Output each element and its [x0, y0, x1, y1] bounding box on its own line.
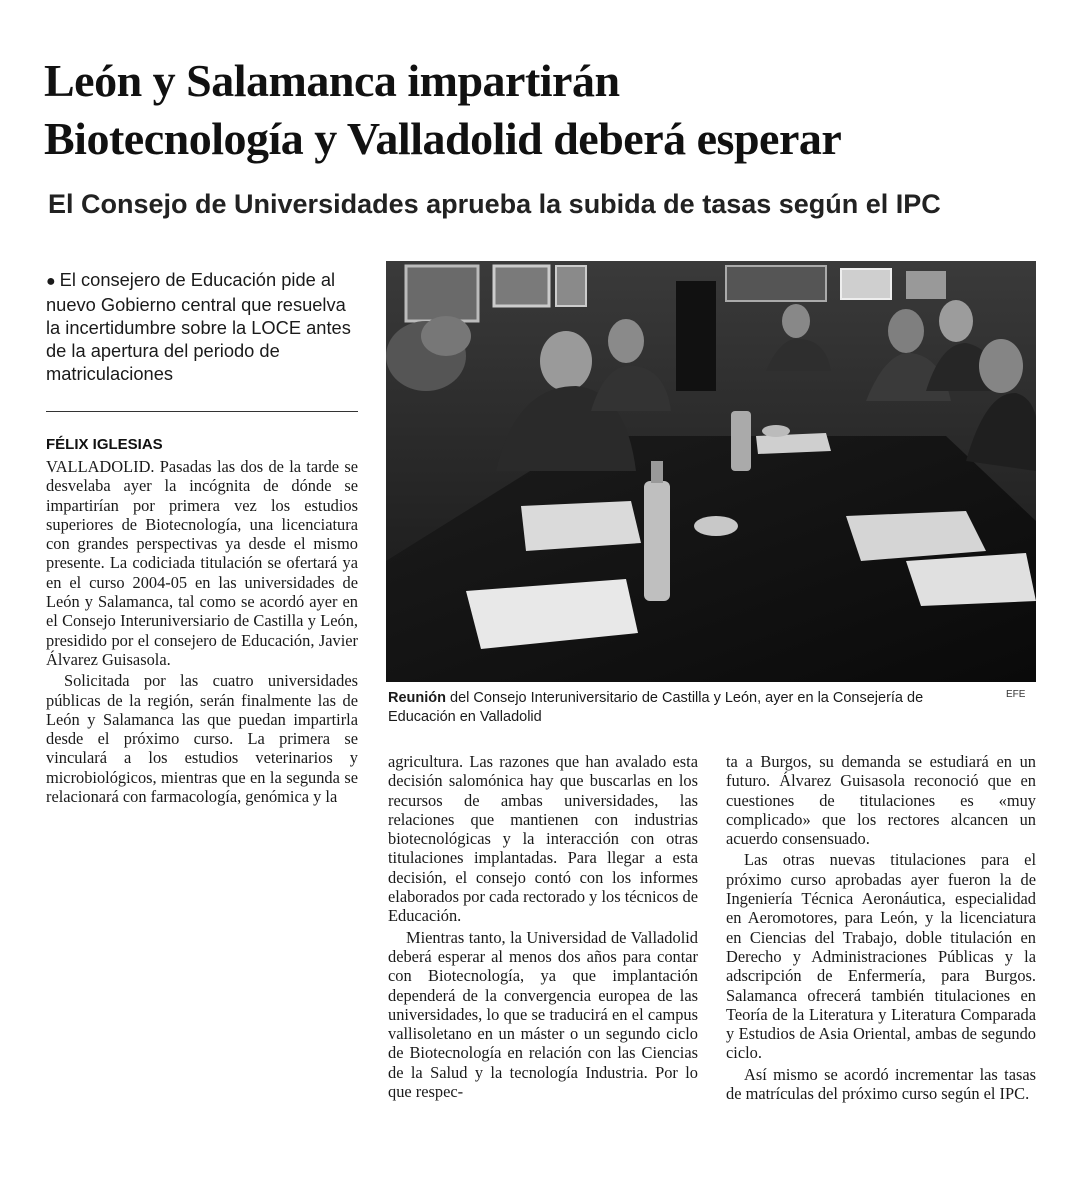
caption-text: del Consejo Interuniversitario de Castilla y León, ayer en la Consejería de Educación en Valladolid: [388, 690, 924, 725]
subheadline: El Consejo de Universidades aprueba la subida de tasas según el IPC: [48, 189, 941, 219]
body-paragraph-5: ta a Burgos, su demanda se estudiará en un futuro. Álvarez Guisasola reconoció que en cuestiones de titulaciones es «muy complicado» que los rectores alcancen un acuerdo consensuado.: [726, 752, 1036, 849]
photo-caption: [388, 689, 978, 727]
lead-text: El consejero de Educación pide al nuevo Gobierno central que resuelva la incertidumbre sobre la LOCE antes de la apertura del periodo de matriculaciones: [46, 269, 351, 384]
body-paragraph-6: Las otras nuevas titulaciones para el próximo curso aprobadas ayer fueron la de Ingeniería Técnica Aeronáutica, especialidad en Aeromotores, para León, y la licenciatura en Ciencias del Trabajo, doble titulación en Derecho y Administraciones Públicas y la adscripción de Enfermería, para Burgos. Salamanca ofrecerá también titulaciones en Teoría de la Literatura y Literatura Comparada y Estudios de Asia Oriental, ambas de segundo ciclo.: [726, 850, 1036, 1063]
lead-summary: [46, 268, 358, 385]
body-column-2: [388, 752, 698, 1101]
headline-line-1: León y Salamanca impartirán: [44, 55, 620, 106]
byline: FÉLIX IGLESIAS: [46, 436, 163, 453]
meeting-photo: [386, 261, 1036, 682]
divider-rule: [46, 411, 358, 412]
photo-credit: EFE: [1006, 689, 1026, 700]
body-column-1: [46, 457, 358, 806]
caption-lead-word: Reunión: [388, 690, 446, 706]
body-paragraph-2: Solicitada por las cuatro universidades públicas de la región, serán finalmente las de León y Salamanca las que puedan impartirla desde el próximo curso. La primera se vinculará a los estudios veterinarios y microbiológicos, mientras que en la segunda se relacionará con farmacología, genómica y la: [46, 671, 358, 807]
body-paragraph-3: agricultura. Las razones que han avalado esta decisión salomónica hay que buscarlas en los recursos de ambas universidades, las relaciones que mantienen con industrias biotecnológicas y la interacción con otras titulaciones implantadas. Para llegar a esta decisión, el consejo contó con los informes elaborados por cada rectorado y los técnicos de Educación.: [388, 752, 698, 926]
headline: [44, 52, 1054, 168]
meeting-photo-image: [386, 261, 1036, 682]
bullet-icon: ●: [46, 273, 56, 290]
body-paragraph-4: Mientras tanto, la Universidad de Valladolid deberá esperar al menos dos años para contar con Biotecnología, ya que implantación dependerá de la convergencia europea de las universidades, lo que se traducirá en el campus vallisoletano en un máster o un segundo ciclo de Biotecnología en relación con las Ciencias de la Salud y la tecnología Industria. Por lo que respec-: [388, 927, 698, 1102]
body-paragraph-1: VALLADOLID. Pasadas las dos de la tarde se desvelaba ayer la incógnita de dónde se impartirían por primera vez los estudios superiores de Biotecnología, una licenciatura con grandes perspectivas ya desde el mismo presente. La codiciada titulación se ofertará ya en el curso 2004-05 en las universidades de León y Salamanca, tal como se acordó ayer en el Consejo Interuniversiario de Castilla y León, presidido por el consejero de Educación, Javier Álvarez Guisasola.: [46, 457, 358, 669]
headline-line-2: Biotecnología y Valladolid deberá esperar: [44, 113, 842, 164]
body-column-3: [726, 752, 1036, 1103]
body-paragraph-7: Así mismo se acordó incrementar las tasas de matrículas del próximo curso según el IPC.: [726, 1064, 1036, 1104]
